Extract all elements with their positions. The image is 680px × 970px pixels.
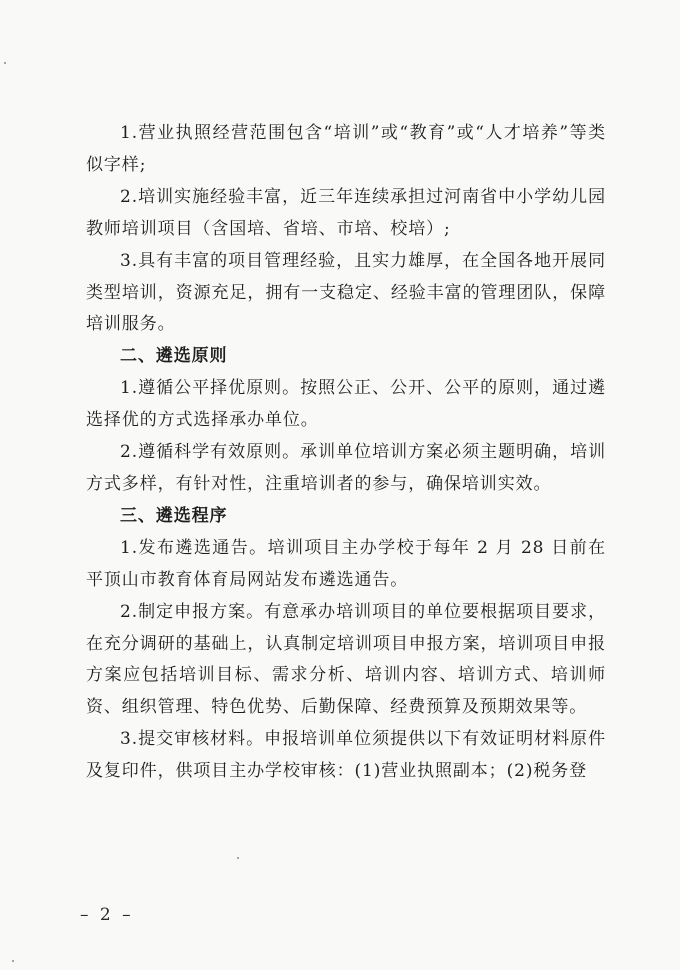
scan-speck-decoration bbox=[4, 62, 6, 64]
scan-speck-decoration bbox=[12, 960, 14, 962]
document-body bbox=[86, 118, 606, 788]
section-heading-principles: 二、遴选原则 bbox=[120, 346, 228, 367]
paragraph-principle-2: 2.遵循科学有效原则。承训单位培训方案必须主题明确，培训方式多样，有针对性，注重培训者的参与，确保培训实效。 bbox=[86, 442, 606, 494]
paragraph-principle-1: 1.遵循公平择优原则。按照公正、公开、公平的原则，通过遴选择优的方式选择承办单位。 bbox=[86, 378, 606, 431]
scan-speck-decoration bbox=[237, 857, 239, 859]
page-number: – 2 – bbox=[80, 905, 134, 925]
paragraph-requirement-2: 2.培训实施经验丰富，近三年连续承担过河南省中小学幼儿园教师培训项目（含国培、省培、市培、校培）; bbox=[86, 186, 606, 239]
paragraph-procedure-2: 2.制定申报方案。有意承办培训项目的单位要根据项目要求，在充分调研的基础上，认真制定培训项目申报方案，培训项目申报方案应包括培训目标、需求分析、培训内容、培训方式、培训师资、组织管理、特色优势、后勤保障、经费预算及预期效果等。 bbox=[86, 601, 606, 718]
paragraph-procedure-1: 1.发布遴选通告。培训项目主办学校于每年 2 月 28 日前在平顶山市教育体育局网站发布遴选通告。 bbox=[86, 537, 606, 590]
paragraph-requirement-3: 3.具有丰富的项目管理经验，且实力雄厚，在全国各地开展同类型培训，资源充足，拥有一支稳定、经验丰富的管理团队，保障培训服务。 bbox=[86, 250, 606, 335]
paragraph-procedure-3: 3.提交审核材料。申报培训单位须提供以下有效证明材料原件及复印件，供项目主办学校审核：(1)营业执照副本；(2)税务登 bbox=[86, 729, 606, 782]
paragraph-requirement-1: 1.营业执照经营范围包含“培训”或“教育”或“人才培养”等类似字样; bbox=[86, 123, 606, 175]
section-heading-procedure: 三、遴选程序 bbox=[120, 505, 228, 526]
